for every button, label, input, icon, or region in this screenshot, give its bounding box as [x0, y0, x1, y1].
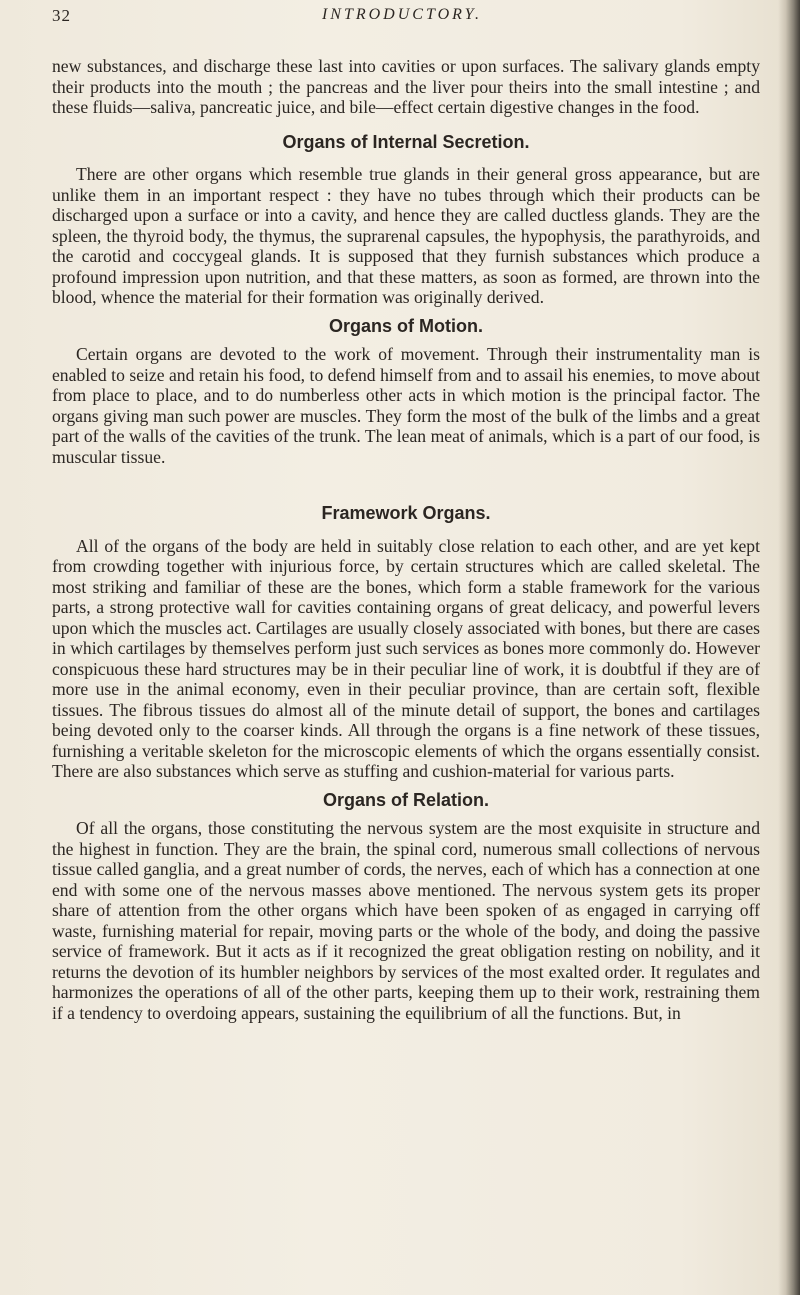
page-edge-shadow — [778, 0, 800, 1295]
heading-organs-of-relation: Organs of Relation. — [322, 789, 490, 810]
heading-framework-organs: Framework Organs. — [321, 503, 491, 523]
paragraph-organs-of-motion: Certain organs are devoted to the work of movement. Through their instrumentality man is enabled to seize and retain his food, to defend himself from and to assail his enemies, to move about from place to place, and to do numberless other acts in which motion is the principal factor. The organs giving man such power are muscles. They form the most of the bulk of the limbs and a great part of the walls of the cavities of the trunk. The lean meat of animals, which is a part of our food, is muscular tissue. — [52, 344, 760, 467]
paragraph-continued: new substances, and discharge these last into cavities or upon surfaces. The salivary glands empty their products into the mouth ; the pancreas and the liver pour theirs into the small intestine ; and these fluids—saliva, pancreatic juice, and bile—effect certain digestive changes in the food. — [52, 56, 760, 117]
paragraph-organs-of-relation: Of all the organs, those constituting the nervous system are the most exquisite in structure and the highest in function. They are the brain, the spinal cord, numerous small collections of nervous tissue called ganglia, and a great number of cords, the nerves, each of which has a connection at one end with some one of the nervous masses above mentioned. The nervous system gets its proper share of attention from the other organs which have been spoken of as engaged in carrying off waste, furnishing material for repair, moving parts or the whole of the body, and doing the passive service of framework. But it acts as if it recognized the great obligation resting on nobility, and it returns the devotion of its humbler neighbors by services of the most exalted order. It regulates and harmonizes the operations of all of the other parts, keeping them up to their work, restraining them if a tendency to overdoing appears, sustaining the equilibrium of all the functions. But, in — [52, 818, 760, 1023]
paragraph-framework-organs: All of the organs of the body are held in suitably close relation to each other, and are yet kept from crowding together with injurious force, by certain structures which are called skeletal. The most striking and familiar of these are the bones, which form a stable framework for the various parts, a strong protective wall for cavities containing organs of great delicacy, and powerful levers upon which the muscles act. Cartilages are usually closely associated with bones, but there are cases in which cartilages by themselves perform just such services as bones more commonly do. However conspicuous these hard structures may be in their peculiar line of work, it is doubtful if they are of more use in the animal economy, even in their peculiar province, than are certain soft, flexible tissues. The fibrous tissues do almost all of the minute detail of support, the bones and cartilages being devoted only to the coarser kinds. All through the organs is a fine network of these tissues, furnishing a veritable skeleton for the microscopic elements of which the organs essentially consist. There are also substances which serve as stuffing and cushion-material for various parts. — [52, 535, 760, 781]
page-number: 32 — [52, 6, 71, 25]
page-header — [52, 6, 752, 30]
running-head: INTRODUCTORY. — [321, 6, 483, 23]
heading-internal-secretion: Organs of Internal Secretion. — [282, 131, 530, 152]
page-body — [52, 56, 760, 1026]
heading-organs-of-motion: Organs of Motion. — [329, 315, 483, 336]
paragraph-internal-secretion: There are other organs which resemble true glands in their general gross appearance, but are unlike them in an important respect : they have no tubes through which their products can be discharged upon a surface or into a cavity, and hence they are called ductless glands. They are the spleen, the thyroid body, the thymus, the suprarenal capsules, the hypophysis, the parathyroids, and the carotid and coccygeal glands. It is supposed that they furnish substances which produce a profound impression upon nutrition, and that these matters, as soon as formed, are thrown into the blood, whence the material for their formation was originally derived. — [52, 164, 760, 307]
